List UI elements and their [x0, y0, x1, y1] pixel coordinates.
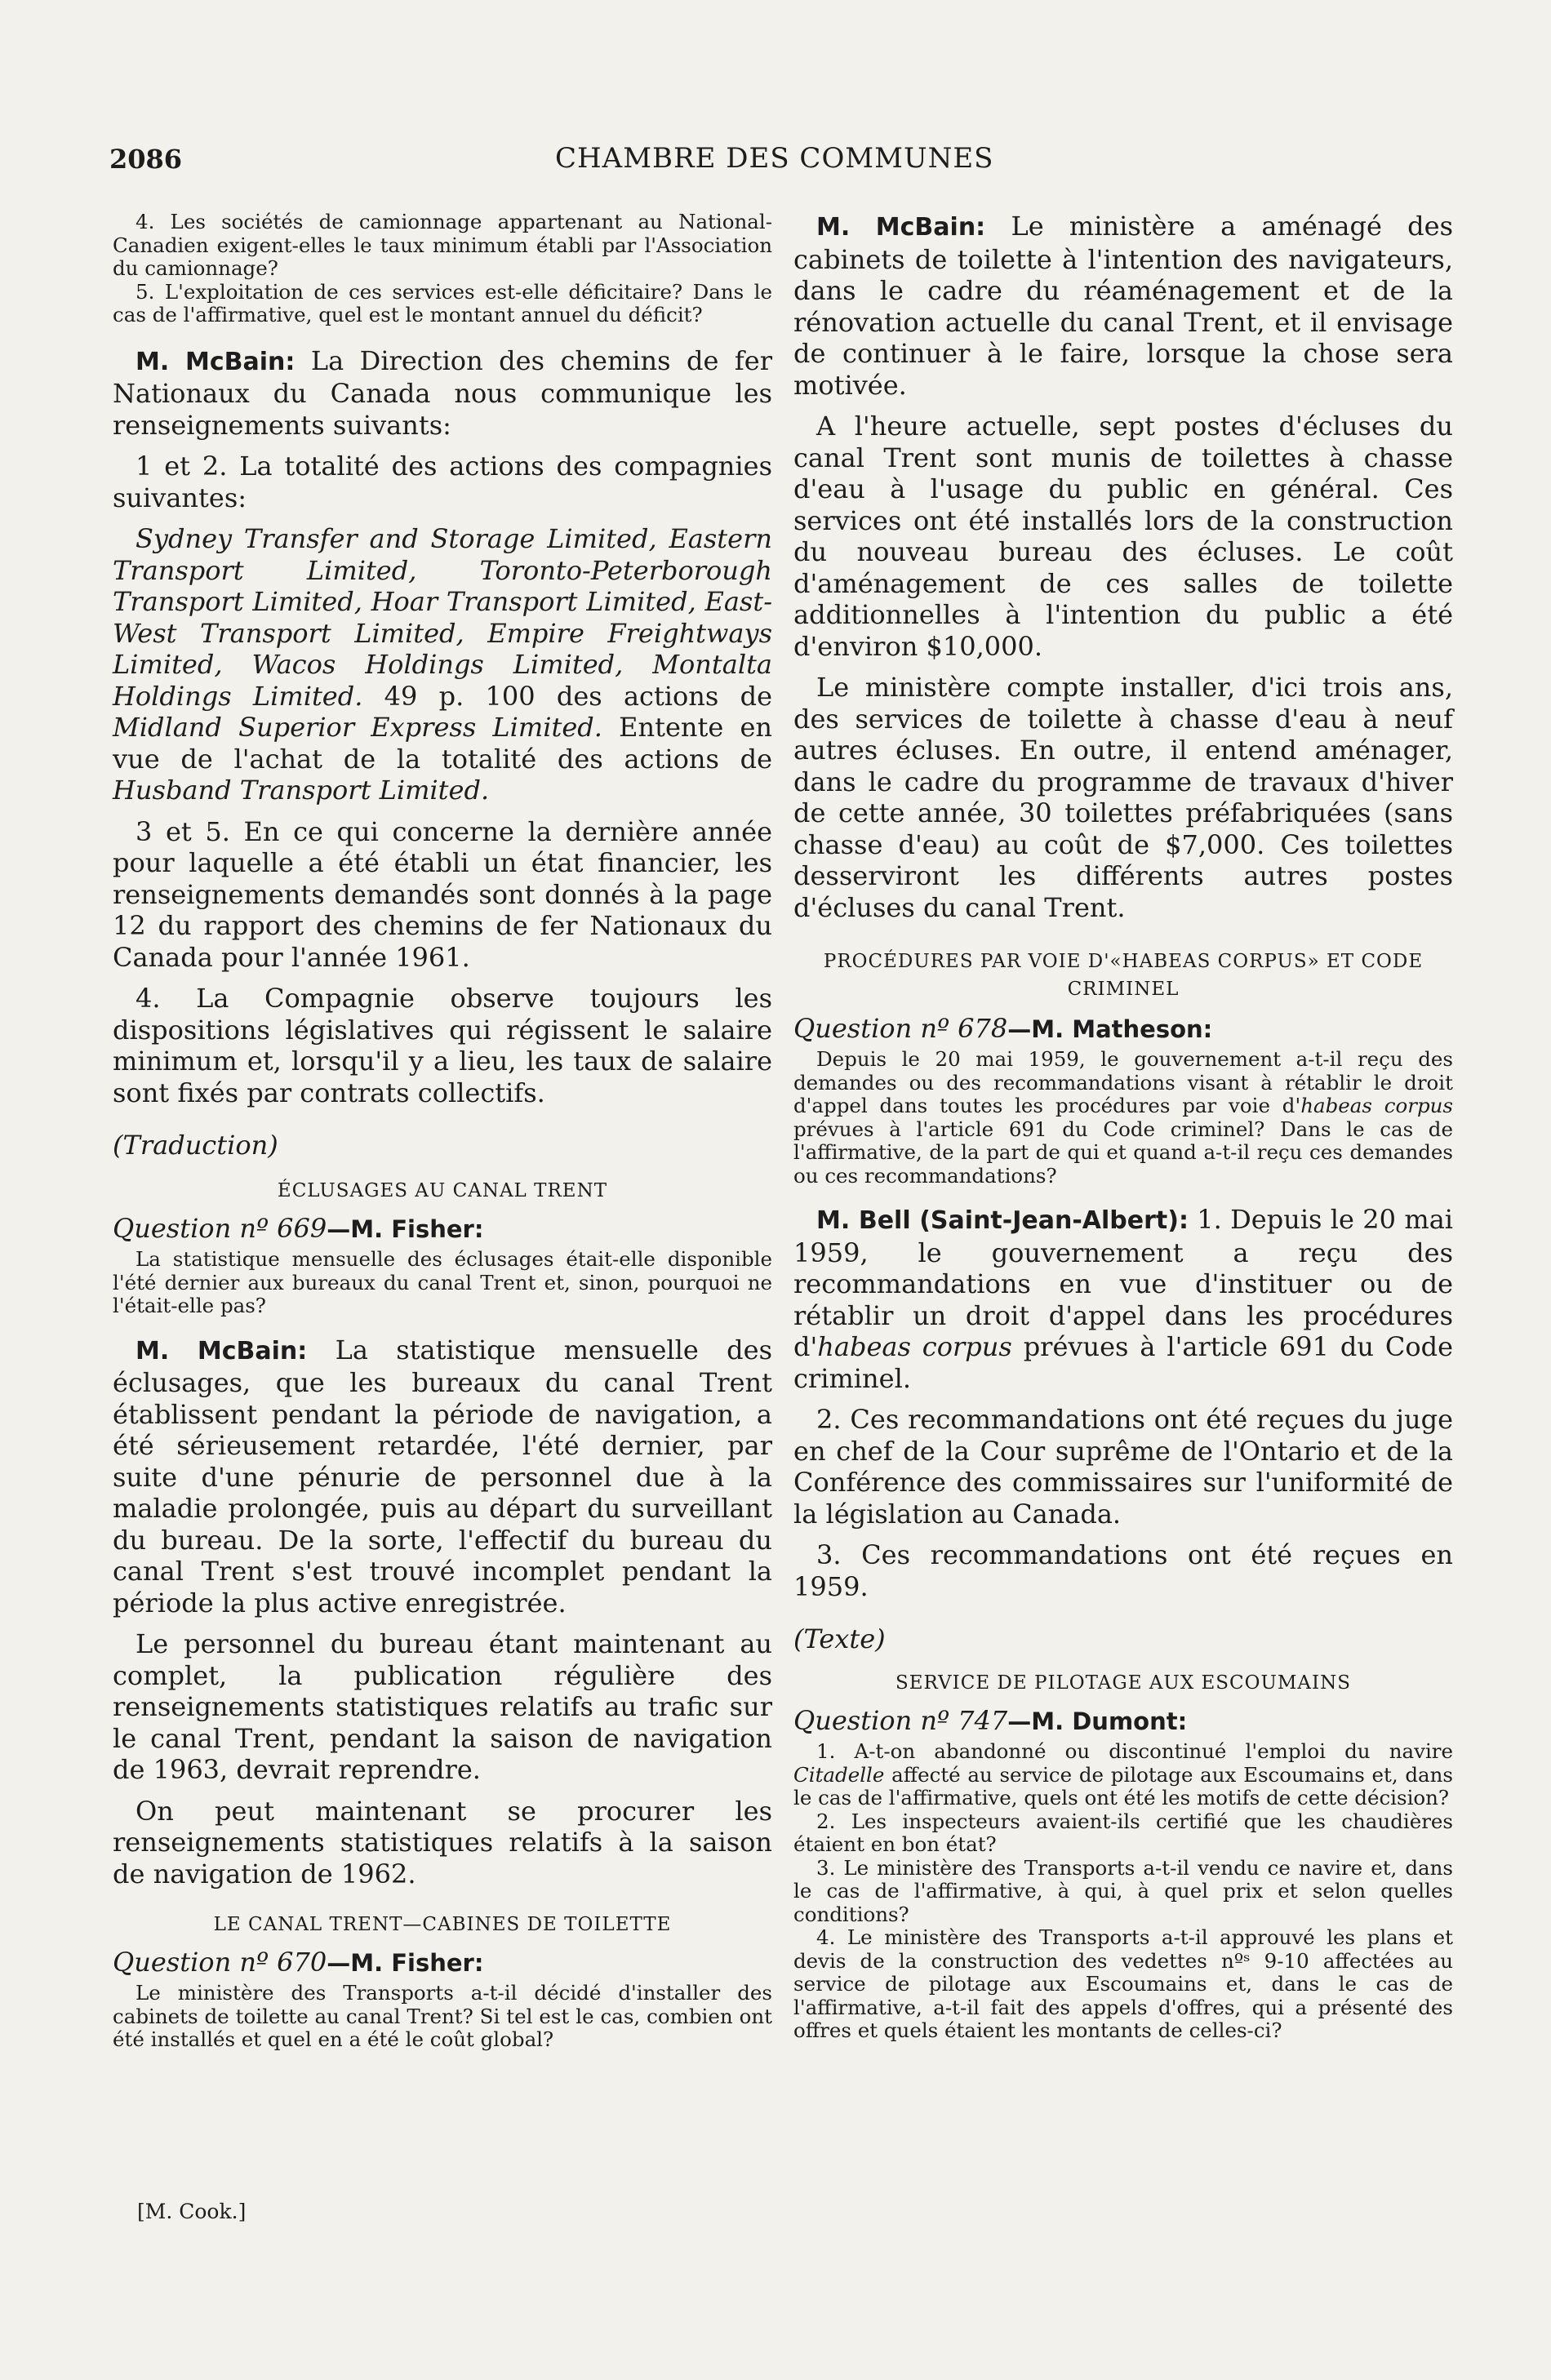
ship-name: Citadelle	[793, 1762, 885, 1787]
question-line	[793, 1705, 1453, 1737]
translation-note: (Traduction)	[113, 1130, 278, 1161]
answer-paragraph	[793, 211, 1453, 401]
answer-paragraph	[793, 1204, 1453, 1394]
question-text: La statistique mensuelle des éclusages était-elle disponible l'été dernier aux bureaux du canal Trent et, sinon, pourquoi ne l'était-elle pas?	[113, 1247, 772, 1317]
answer-paragraph: A l'heure actuelle, sept postes d'écluses du canal Trent sont munis de toilettes à chasse d'eau à l'usage du public en général. Ces services ont été installés lors de la construction du nouveau bureau des écluses. Le coût d'aménagement de ces salles de toilette additionnelles à l'intention du public a été d'environ $10,000.	[793, 411, 1453, 662]
answer-paragraph	[113, 345, 772, 442]
answer-paragraph: On peut maintenant se procurer les renseignements statistiques relatifs à la saison de navigation de 1962.	[113, 1795, 772, 1889]
answer-text: 49 p. 100 des actions de	[362, 680, 773, 712]
member-name: —M. Matheson:	[1007, 1015, 1213, 1043]
answer-paragraph: 4. La Compagnie observe toujours les dispositions législatives qui régissent le salaire minimum et, lorsqu'il y a lieu, les taux de salaire sont fixés par contrats collectifs.	[113, 983, 772, 1108]
speaker-name: M. McBain:	[816, 213, 986, 242]
answer-paragraph: 3 et 5. En ce qui concerne la dernière année pour laquelle a été établi un état financier, les renseignements demandés sont donnés à la page 12 du rapport des chemins de fer Nationaux du Canada pour l'année 1961.	[113, 815, 772, 973]
question-line	[793, 1013, 1453, 1045]
company-name: Midland Superior Express Limited.	[113, 712, 602, 743]
question-line	[113, 1213, 772, 1245]
question-text	[793, 1048, 1453, 1188]
answer-paragraph: 2. Ces recommandations ont été reçues du juge en chef de la Cour suprême de l'Ontario et de la Conférence des commissaires sur l'uniformité de la législation au Canada.	[793, 1404, 1453, 1530]
section-heading: LE CANAL TRENT—CABINES DE TOILETTE	[213, 1914, 672, 1935]
legal-term: habeas corpus	[1300, 1094, 1453, 1117]
text-note: (Texte)	[793, 1623, 886, 1654]
question-item: 4. Le ministère des Transports a-t-il approuvé les plans et devis de la construction des vedettes nºˢ 9-10 affectées au service de pilotage aux Escoumains et, dans le cas de l'affirmative, a-t-il fait des appels d'offres, qui a présenté des offres et quels étaient les montants de celles-ci?	[793, 1925, 1453, 2042]
speaker-name: M. McBain:	[136, 1336, 308, 1365]
answer-paragraph	[113, 523, 772, 806]
page-number: 2086	[109, 144, 183, 175]
answer-text: 1. Depuis le 20 mai 1959, le gouvernement a reçu des recommandations en vue d'instituer ou de rétablir un droit d'appel dans les procédures d'	[793, 1204, 1454, 1362]
page-title: CHAMBRE DES COMMUNES	[555, 142, 994, 175]
question-text-part: 1. A-t-on abandonné ou discontinué l'emploi du navire	[816, 1739, 1453, 1763]
section-heading: SERVICE DE PILOTAGE AUX ESCOUMAINS	[895, 1672, 1352, 1694]
answer-text: La statistique mensuelle des éclusages, que les bureaux du canal Trent établissent pendant la période de navigation, a été sérieusement retardée, l'été dernier, par suite d'une pénurie de personnel due à la maladie prolongée, puis au départ du surveillant du bureau. De la sorte, l'effectif du bureau du canal Trent s'est trouvé incomplet pendant la période la plus active enregistrée.	[113, 1334, 772, 1618]
question-number: Question nº 669	[113, 1213, 327, 1244]
question-number: Question nº 747	[793, 1705, 1008, 1736]
answer-paragraph: Le personnel du bureau étant maintenant au complet, la publication régulière des renseignements statistiques relatifs au trafic sur le canal Trent, pendant la saison de navigation de 1963, devrait reprendre.	[113, 1628, 772, 1785]
company-name: Husband Transport Limited.	[113, 775, 490, 806]
question-item: 3. Le ministère des Transports a-t-il vendu ce navire et, dans le cas de l'affirmative, à qui, à quel prix et selon quelles conditions?	[793, 1855, 1453, 1926]
question-line	[113, 1947, 772, 1978]
question-item: 2. Les inspecteurs avaient-ils certifié que les chaudières étaient en bon état?	[793, 1809, 1453, 1856]
member-name: —M. Fisher:	[327, 1949, 484, 1977]
left-column	[113, 211, 772, 2052]
speaker-name: M. Bell (Saint-Jean-Albert):	[816, 1206, 1189, 1235]
answer-paragraph: 3. Ces recommandations ont été reçues en 1959.	[793, 1539, 1453, 1602]
question-text: Le ministère des Transports a-t-il décidé d'installer des cabinets de toilette au canal Trent? Si tel est le cas, combien ont été installés et quel en a été le coût global?	[113, 1981, 772, 2051]
answer-text: Entente en vue de l'achat de la totalité des actions de	[113, 712, 772, 775]
question-item: 5. L'exploitation de ces services est-elle déficitaire? Dans le cas de l'affirmative, quel est le montant annuel du déficit?	[113, 279, 772, 326]
question-number: Question nº 678	[793, 1013, 1008, 1044]
speaker-name: M. McBain:	[136, 347, 296, 376]
answer-text: La Direction des chemins de fer Nationaux du Canada nous communique les renseignements suivants:	[113, 344, 772, 441]
question-item: 4. Les sociétés de camionnage appartenant au National-Canadien exigent-elles le taux minimum établi par l'Association du camionnage?	[113, 210, 772, 280]
question-text-part: Depuis le 20 mai 1959, le gouvernement a-t-il reçu des demandes ou des recommandations visant à rétablir le droit d'appel dans toutes les procédures par voie d'	[793, 1047, 1453, 1117]
answer-text: prévues à l'article 691 du Code criminel.	[793, 1331, 1454, 1394]
question-number: Question nº 670	[113, 1947, 327, 1978]
right-column	[793, 211, 1453, 2043]
answer-paragraph: 1 et 2. La totalité des actions des compagnies suivantes:	[113, 451, 772, 513]
question-item	[793, 1740, 1453, 1810]
answer-paragraph: Le ministère compte installer, d'ici trois ans, des services de toilette à chasse d'eau à neuf autres écluses. En outre, il entend aménager, dans le cadre du programme de travaux d'hiver de cette année, 30 toilettes préfabriquées (sans chasse d'eau) au coût de $7,000. Ces toilettes desserviront les différents autres postes d'écluses du canal Trent.	[793, 672, 1453, 923]
company-list: Sydney Transfer and Storage Limited, Eastern Transport Limited, Toronto-Peterborough Transport Limited, Hoar Transport Limited, East-West Transport Limited, Empire Freightways Limited, Wacos Holdings Limited, Montalta Holdings Limited.	[113, 523, 772, 712]
member-name: —M. Fisher:	[327, 1215, 484, 1243]
legal-term: habeas corpus	[817, 1331, 1012, 1362]
section-heading: ÉCLUSAGES AU CANAL TRENT	[277, 1180, 608, 1201]
answer-text: Le ministère a aménagé des cabinets de toilette à l'intention des navigateurs, dans le cadre du réaménagement et de la rénovation actuelle du canal Trent, et il envisage de continuer à le faire, lorsque la chose sera motivée.	[793, 211, 1453, 401]
section-heading: PROCÉDURES PAR VOIE D'«HABEAS CORPUS» ET CODE CRIMINEL	[823, 951, 1424, 1000]
member-name: —M. Dumont:	[1007, 1707, 1188, 1735]
question-text-part: affecté au service de pilotage aux Escoumains et, dans le cas de l'affirmative, quels ont été les motifs de cette décision?	[793, 1762, 1453, 1809]
footer-speaker: [M. Cook.]	[137, 2200, 247, 2223]
answer-paragraph	[113, 1334, 772, 1619]
question-text-part: prévues à l'article 691 du Code criminel? Dans le cas de l'affirmative, de la part de qui et quand a-t-il reçu ces demandes ou ces recommandations?	[793, 1117, 1453, 1188]
